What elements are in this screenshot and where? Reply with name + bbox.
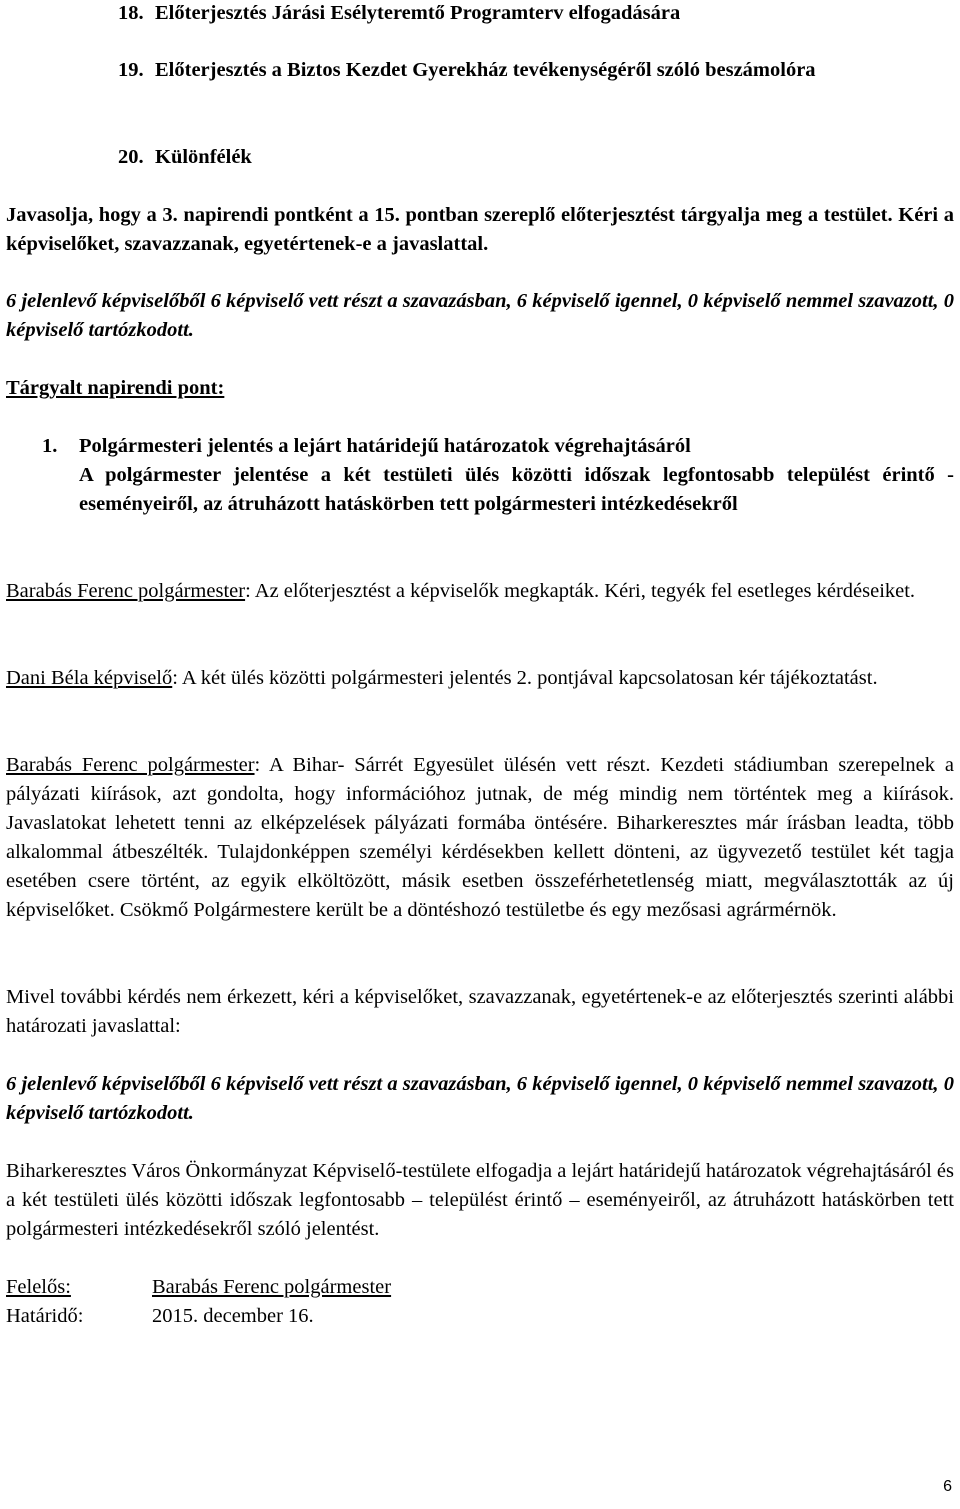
agenda-item-1	[42, 432, 954, 519]
list-number: 20.	[118, 146, 144, 168]
speaker-colon: :	[254, 754, 261, 776]
responsible-row	[6, 1273, 391, 1302]
speech-paragraph-2	[6, 664, 954, 693]
list-text: Előterjesztés Járási Esélyteremtő Programterv elfogadására	[155, 2, 681, 24]
deadline-label: Határidő:	[6, 1305, 84, 1327]
page-number: 6	[943, 1478, 952, 1495]
deadline-value: 2015. december 16.	[152, 1305, 314, 1327]
speaker-name: Barabás Ferenc polgármester	[6, 580, 246, 602]
speaker-colon: :	[172, 667, 178, 689]
agenda-subtitle: A polgármester jelentése a két testületi ülés közötti időszak legfontosabb települést érintő - eseményeiről, az átruházott hatáskörben tett polgármesteri intézkedésekről	[79, 464, 954, 515]
speech-text: A két ülés közötti polgármesteri jelentés 2. pontjával kapcsolatosan kér tájékoztatást.	[177, 667, 878, 689]
discussed-heading: Tárgyalt napirendi pont:	[6, 377, 225, 399]
speech-paragraph-3	[6, 751, 954, 925]
list-text: Különfélék	[155, 146, 252, 168]
agenda-list-item-19	[118, 56, 954, 85]
resolution-paragraph: Biharkeresztes Város Önkormányzat Képviselő-testülete elfogadja a lejárt határidejű határozatok végrehajtásáról és a két testületi ülés közötti időszak legfontosabb – települést érintő – eseményeiről, az átruházott hatáskörben tett polgármesteri intézkedésekről szóló jelentést.	[6, 1160, 954, 1240]
agenda-title: Polgármesteri jelentés a lejárt határidejű határozatok végrehajtásáról	[79, 435, 691, 457]
list-text: Előterjesztés a Biztos Kezdet Gyerekház tevékenységéről szóló beszámolóra	[155, 59, 816, 81]
speech-paragraph-3-continued: Mivel további kérdés nem érkezett, kéri a képviselőket, szavazzanak, egyetértenek-e az előterjesztés szerinti alábbi határozati javaslattal:	[6, 986, 954, 1037]
list-number: 18.	[118, 2, 144, 24]
speaker-colon: :	[245, 580, 251, 602]
responsible-label: Felelős:	[6, 1276, 71, 1298]
speech-text: A Bihar- Sárrét Egyesület ülésén vett részt. Kezdeti stádiumban szerepelnek a pályázati kiírások, azt gondolta, hogy információhoz jutnak, de még mindig nem történtek meg a kiírások. Javaslatokat lehetett tenni az elképzelések pályázati formába öntésére. Biharkeresztes már írásban leadta, több alkalommal átbeszélték. Tulajdonképpen személyi kérdésekben kellett dönteni, az ügyvezető testület két tagja esetében csere történt, az egyik elköltözött, másik esetben összeférhetetlenség miatt, megválasztották az új képviselőket. Csökmő Polgármestere került be a döntéshozó testületbe és egy mezősasi agrármérnök.	[6, 754, 954, 921]
agenda-number: 1.	[42, 435, 58, 457]
speech-paragraph-1	[6, 577, 954, 606]
vote-result-1: 6 jelenlevő képviselőből 6 képviselő vett részt a szavazásban, 6 képviselő igennel, 0 képviselő nemmel szavazott, 0 képviselő tartózkodott.	[6, 290, 954, 341]
list-number: 19.	[118, 59, 144, 81]
vote-result-2: 6 jelenlevő képviselőből 6 képviselő vett részt a szavazásban, 6 képviselő igennel, 0 képviselő nemmel szavazott, 0 képviselő tartózkodott.	[6, 1073, 954, 1124]
speaker-name: Dani Béla képviselő	[6, 667, 173, 689]
speaker-name: Barabás Ferenc polgármester	[6, 754, 255, 776]
agenda-list-item-20	[118, 143, 954, 172]
speech-text: Az előterjesztést a képviselők megkapták. Kéri, tegyék fel esetleges kérdéseiket.	[250, 580, 916, 602]
proposal-paragraph: Javasolja, hogy a 3. napirendi pontként a 15. pontban szereplő előterjesztést tárgyalja meg a testület. Kéri a képviselőket, szavazzanak, egyetértenek-e a javaslattal.	[6, 204, 954, 255]
responsible-value: Barabás Ferenc polgármester	[152, 1276, 392, 1298]
agenda-list-item-18	[118, 0, 954, 28]
deadline-row	[6, 1302, 314, 1331]
